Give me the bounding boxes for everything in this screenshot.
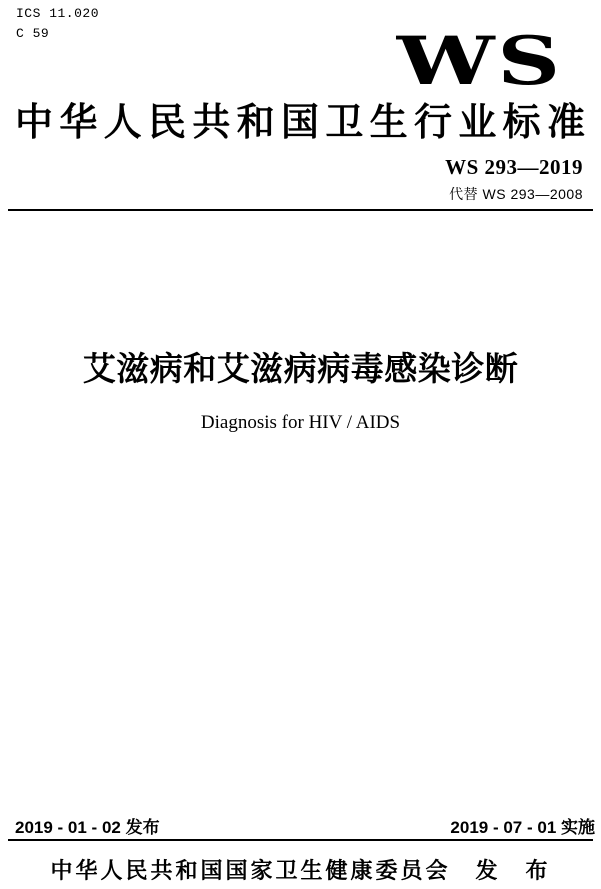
implementation-date: 2019 - 07 - 01 实施 [450, 818, 595, 837]
replaces-note: 代替 WS 293—2008 [449, 186, 583, 203]
document-title-chinese: 艾滋病和艾滋病病毒感染诊断 [82, 350, 519, 387]
standard-number: WS 293—2019 [445, 155, 583, 179]
footer-divider-line [8, 839, 593, 841]
ccs-code: C 59 [16, 26, 50, 42]
dates-row [15, 818, 595, 838]
publisher-line: 中华人民共和国国家卫生健康委员会 发 布 [50, 858, 551, 883]
ws-standard-logo: WS [396, 22, 563, 100]
standard-number-block [445, 156, 583, 204]
standard-category-title: 中华人民共和国卫生行业标准 [15, 102, 590, 144]
issue-date: 2019 - 01 - 02 发布 [15, 818, 160, 837]
document-title-english: Diagnosis for HIV / AIDS [200, 412, 401, 433]
ics-code: ICS 11.020 [16, 6, 100, 21]
header-divider-line [8, 209, 593, 211]
ics-classification-block [16, 4, 99, 44]
